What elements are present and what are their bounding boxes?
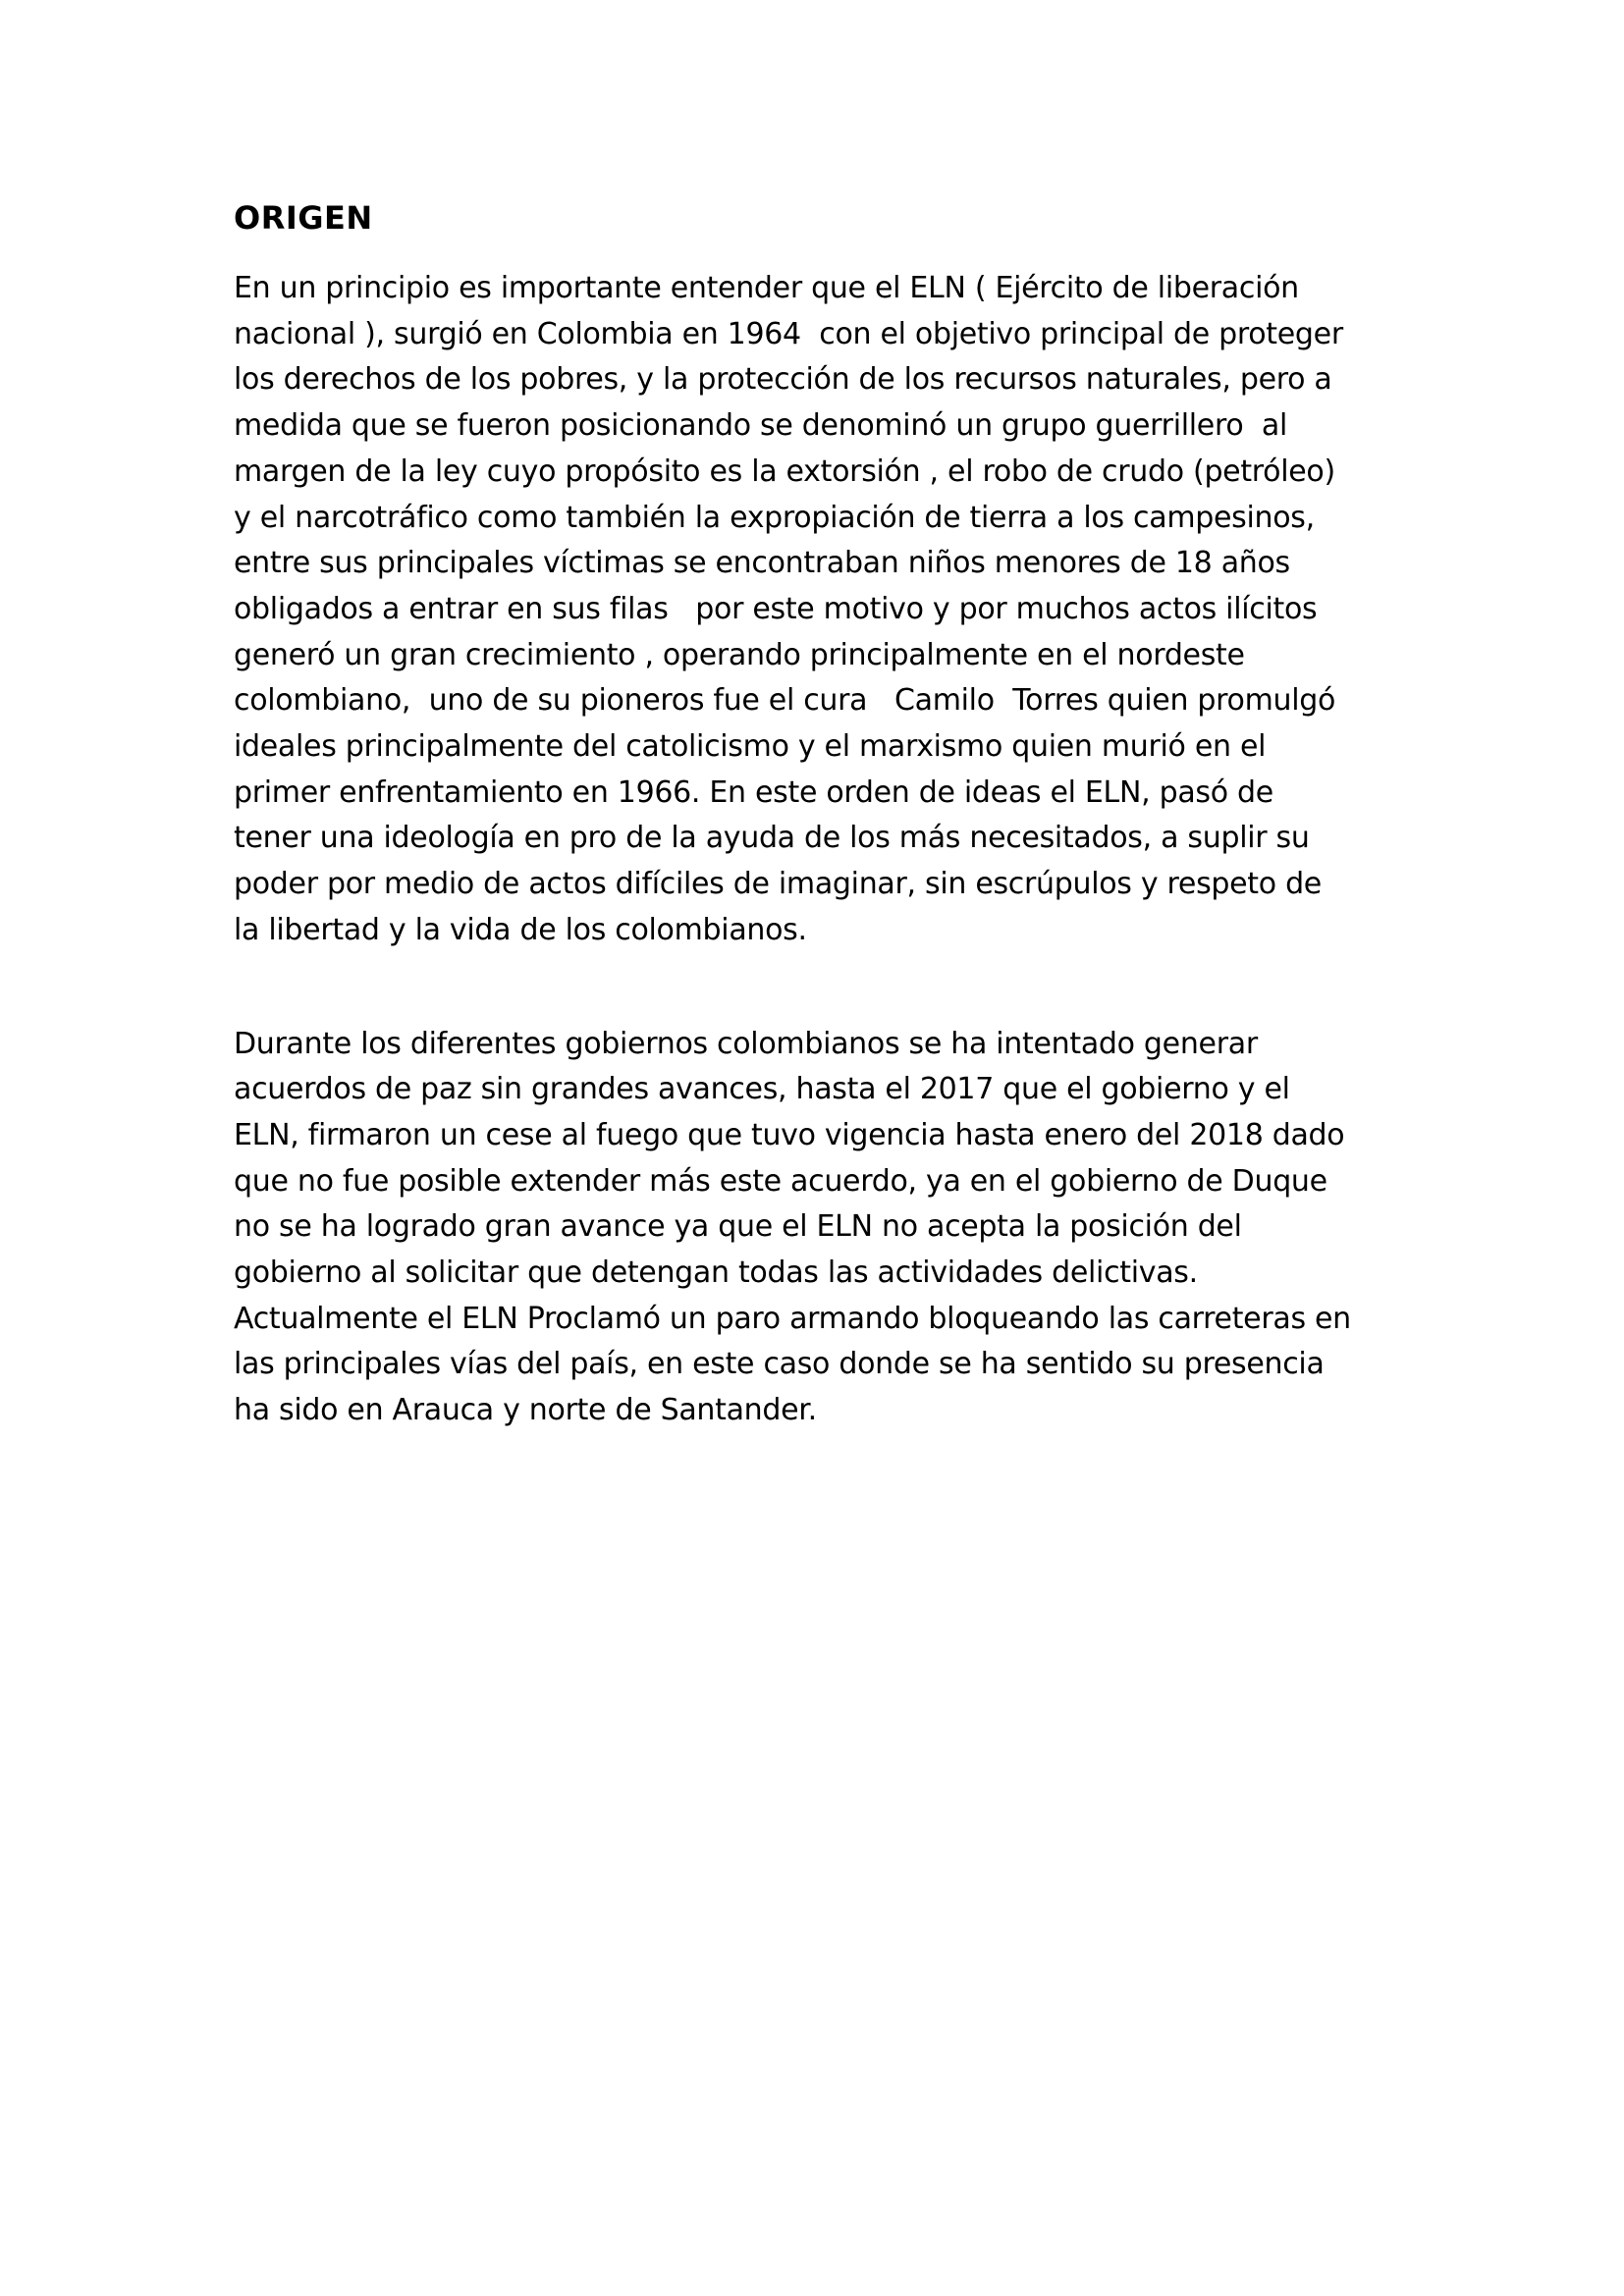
text-line: En un principio es importante entender que el ELN ( Ejército de liberación (234, 271, 1299, 305)
paragraph-1 (234, 266, 1412, 954)
text-line: medida que se fueron posicionando se denominó un grupo guerrillero al (234, 408, 1287, 444)
text-line: poder por medio de actos difíciles de imaginar, sin escrúpulos y respeto de (234, 867, 1322, 902)
text-line: ideales principalmente del catolicismo y el marxismo quien murió en el (234, 729, 1267, 765)
text-line: Actualmente el ELN Proclamó un paro armando bloqueando las carreteras en (234, 1301, 1351, 1336)
page-title: ORIGEN (234, 199, 373, 237)
text-line: entre sus principales víctimas se encontraban niños menores de 18 años (234, 546, 1290, 581)
document-body (234, 266, 1412, 1434)
text-line: generó un gran crecimiento , operando principalmente en el nordeste (234, 637, 1245, 672)
paragraph-2 (234, 1022, 1412, 1434)
text-line: y el narcotráfico como también la expropiación de tierra a los campesinos, (234, 500, 1315, 535)
text-line: nacional ), surgió en Colombia en 1964 con el objetivo principal de proteger (234, 316, 1343, 351)
text-line: que no fue posible extender más este acuerdo, ya en el gobierno de Duque (234, 1163, 1327, 1199)
text-line: margen de la ley cuyo propósito es la extorsión , el robo de crudo (petróleo) (234, 454, 1335, 489)
text-line: ELN, firmaron un cese al fuego que tuvo vigencia hasta enero del 2018 dado (234, 1117, 1345, 1152)
text-line: no se ha logrado gran avance ya que el ELN no acepta la posición del (234, 1209, 1242, 1245)
text-line: obligados a entrar en sus filas por este motivo y por muchos actos ilícitos (234, 591, 1318, 626)
text-line: Durante los diferentes gobiernos colombianos se ha intentado generar (234, 1026, 1258, 1061)
text-line: la libertad y la vida de los colombianos. (234, 912, 807, 947)
text-line: acuerdos de paz sin grandes avances, hasta el 2017 que el gobierno y el (234, 1072, 1290, 1107)
text-line: los derechos de los pobres, y la protección de los recursos naturales, pero a (234, 362, 1332, 398)
text-line: gobierno al solicitar que detengan todas las actividades delictivas. (234, 1255, 1198, 1291)
text-line: tener una ideología en pro de la ayuda de los más necesitados, a suplir su (234, 821, 1310, 856)
text-line: las principales vías del país, en este caso donde se ha sentido su presencia (234, 1347, 1325, 1382)
text-line: colombiano, uno de su pioneros fue el cura Camilo Torres quien promulgó (234, 683, 1336, 719)
text-line: ha sido en Arauca y norte de Santander. (234, 1393, 817, 1428)
text-line: primer enfrentamiento en 1966. En este orden de ideas el ELN, pasó de (234, 774, 1273, 810)
